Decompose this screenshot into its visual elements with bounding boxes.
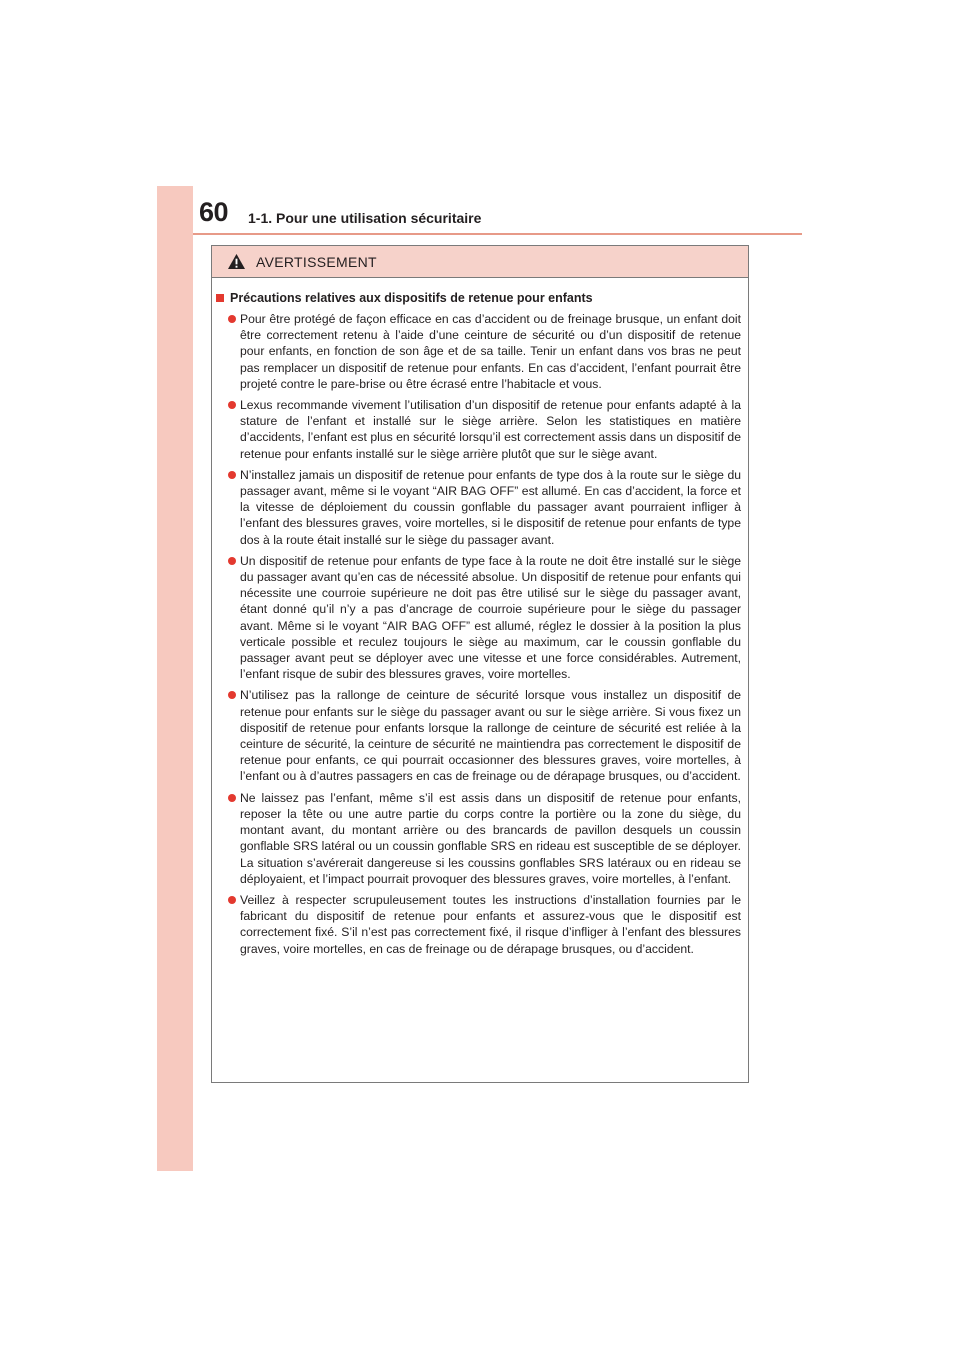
list-item-text: Lexus recommande vivement l’utilisation d’un dispositif de retenue pour enfants adapté à la stature de l’enfant et installé sur le siège arrière. Selon les statistiques en matière d’accidents, l’enfant est plus en sécurité lorsqu’il est correctement assis dans un dispositif de retenue pour enfants installé sur le siège arrière plutôt que sur le siège avant. xyxy=(240,398,741,461)
circle-bullet-icon xyxy=(228,896,236,904)
warning-header xyxy=(212,246,748,278)
list-item xyxy=(216,311,741,392)
header-divider xyxy=(193,233,802,235)
list-item xyxy=(216,397,741,462)
list-item-text: N’utilisez pas la rallonge de ceinture de sécurité lorsque vous installez un dispositif de retenue pour enfants sur le siège du passager avant ou sur le siège arrière. Si vous fixez un dispositif de retenue pour enfants lorsque la rallonge de ceinture de sécurité est reliée à la ceinture de sécurité, la ceinture de sécurité ne maintiendra pas correctement le dispositif de retenue pour enfants, ce qui pourrait occasionner des blessures graves, voire mortelles, à l’enfant ou à d’autres passagers en cas de freinage ou de dérapage brusques, ou d’accident. xyxy=(240,688,741,784)
section-title: 1-1. Pour une utilisation sécuritaire xyxy=(248,210,482,226)
list-item xyxy=(216,553,741,683)
page-number: 60 xyxy=(199,197,229,227)
circle-bullet-icon xyxy=(228,691,236,699)
list-item xyxy=(216,467,741,548)
warning-list xyxy=(216,311,741,957)
circle-bullet-icon xyxy=(228,794,236,802)
list-item xyxy=(216,790,741,887)
list-item-text: Ne laissez pas l’enfant, même s’il est assis dans un dispositif de retenue pour enfants, reposer la tête ou une autre partie du corps contre la portière ou la zone du siège, du montant avant, du montant arrière ou des brancards de pavillon desquels un coussin gonflable SRS latéral ou un coussin gonflable SRS en rideau est susceptible de se déployer. La situation s’avérerait dangereuse si les coussins gonflables SRS latéraux ou en rideau se déployaient, et l’impact pourrait provoquer des blessures graves, voire mortelles, à l’enfant. xyxy=(240,790,741,886)
circle-bullet-icon xyxy=(228,315,236,323)
circle-bullet-icon xyxy=(228,401,236,409)
list-item-text: Veillez à respecter scrupuleusement toutes les instructions d’installation fournies par le fabricant du dispositif de retenue pour enfants et assurez-vous que le dispositif est correctement fixé. S’il n’est pas correctement fixé, il risque d’infliger à l’enfant des blessures graves, voire mortelles, en cas de freinage ou de dérapage brusques, ou d’accident. xyxy=(240,892,741,956)
list-item-text: N’installez jamais un dispositif de retenue pour enfants de type dos à la route sur le siège du passager avant, même si le voyant “AIR BAG OFF” est allumé. En cas d’accident, la force et la vitesse de déploiement du coussin gonflable du passager avant pourraient infliger à l’enfant des blessures graves, voire mortelles, si le dispositif de retenue pour enfants de type dos à la route était installé sur le siège du passager avant. xyxy=(240,467,741,547)
circle-bullet-icon xyxy=(228,471,236,479)
list-item-text: Un dispositif de retenue pour enfants de type face à la route ne doit être installé sur le siège du passager avant qu’en cas de nécessité absolue. Un dispositif de retenue pour enfants qui nécessite une courroie supérieure ne doit pas être utilisé sur le siège du passager avant, étant donné qu’il n’y a pas d’ancrage de courroie supérieure pour le siège du passager avant. Même si le voyant “AIR BAG OFF” est allumé, réglez le dossier à la position la plus verticale possible et reculez toujours le siège au maximum, car le coussin gonflable du passager avant peut se déployer avec une vitesse et une force considérables. Autrement, l’enfant risque de subir des blessures graves, voire mortelles. xyxy=(240,553,741,682)
circle-bullet-icon xyxy=(228,557,236,565)
warning-triangle-icon xyxy=(227,253,246,270)
side-tab-band xyxy=(157,186,193,1171)
list-item xyxy=(216,892,741,957)
list-item-text: Pour être protégé de façon efficace en cas d’accident ou de freinage brusque, un enfant doit être correctement retenu à l’aide d’une ceinture de sécurité ou d’un dispositif de retenue pour enfants, en fonction de son âge et de sa taille. Tenir un enfant dans vos bras ne peut pas remplacer un dispositif de retenue pour enfants. En cas d’accident, l’enfant pourrait être projeté contre le pare-brise ou être écrasé entre l’habitacle et vous. xyxy=(240,312,741,391)
warning-label: AVERTISSEMENT xyxy=(256,253,377,270)
warning-content xyxy=(212,278,748,957)
warning-box xyxy=(211,245,749,1083)
warning-subheading-text: Précautions relatives aux dispositifs de retenue pour enfants xyxy=(230,291,593,305)
square-bullet-icon xyxy=(216,294,224,302)
warning-subheading xyxy=(216,290,741,306)
list-item xyxy=(216,687,741,784)
